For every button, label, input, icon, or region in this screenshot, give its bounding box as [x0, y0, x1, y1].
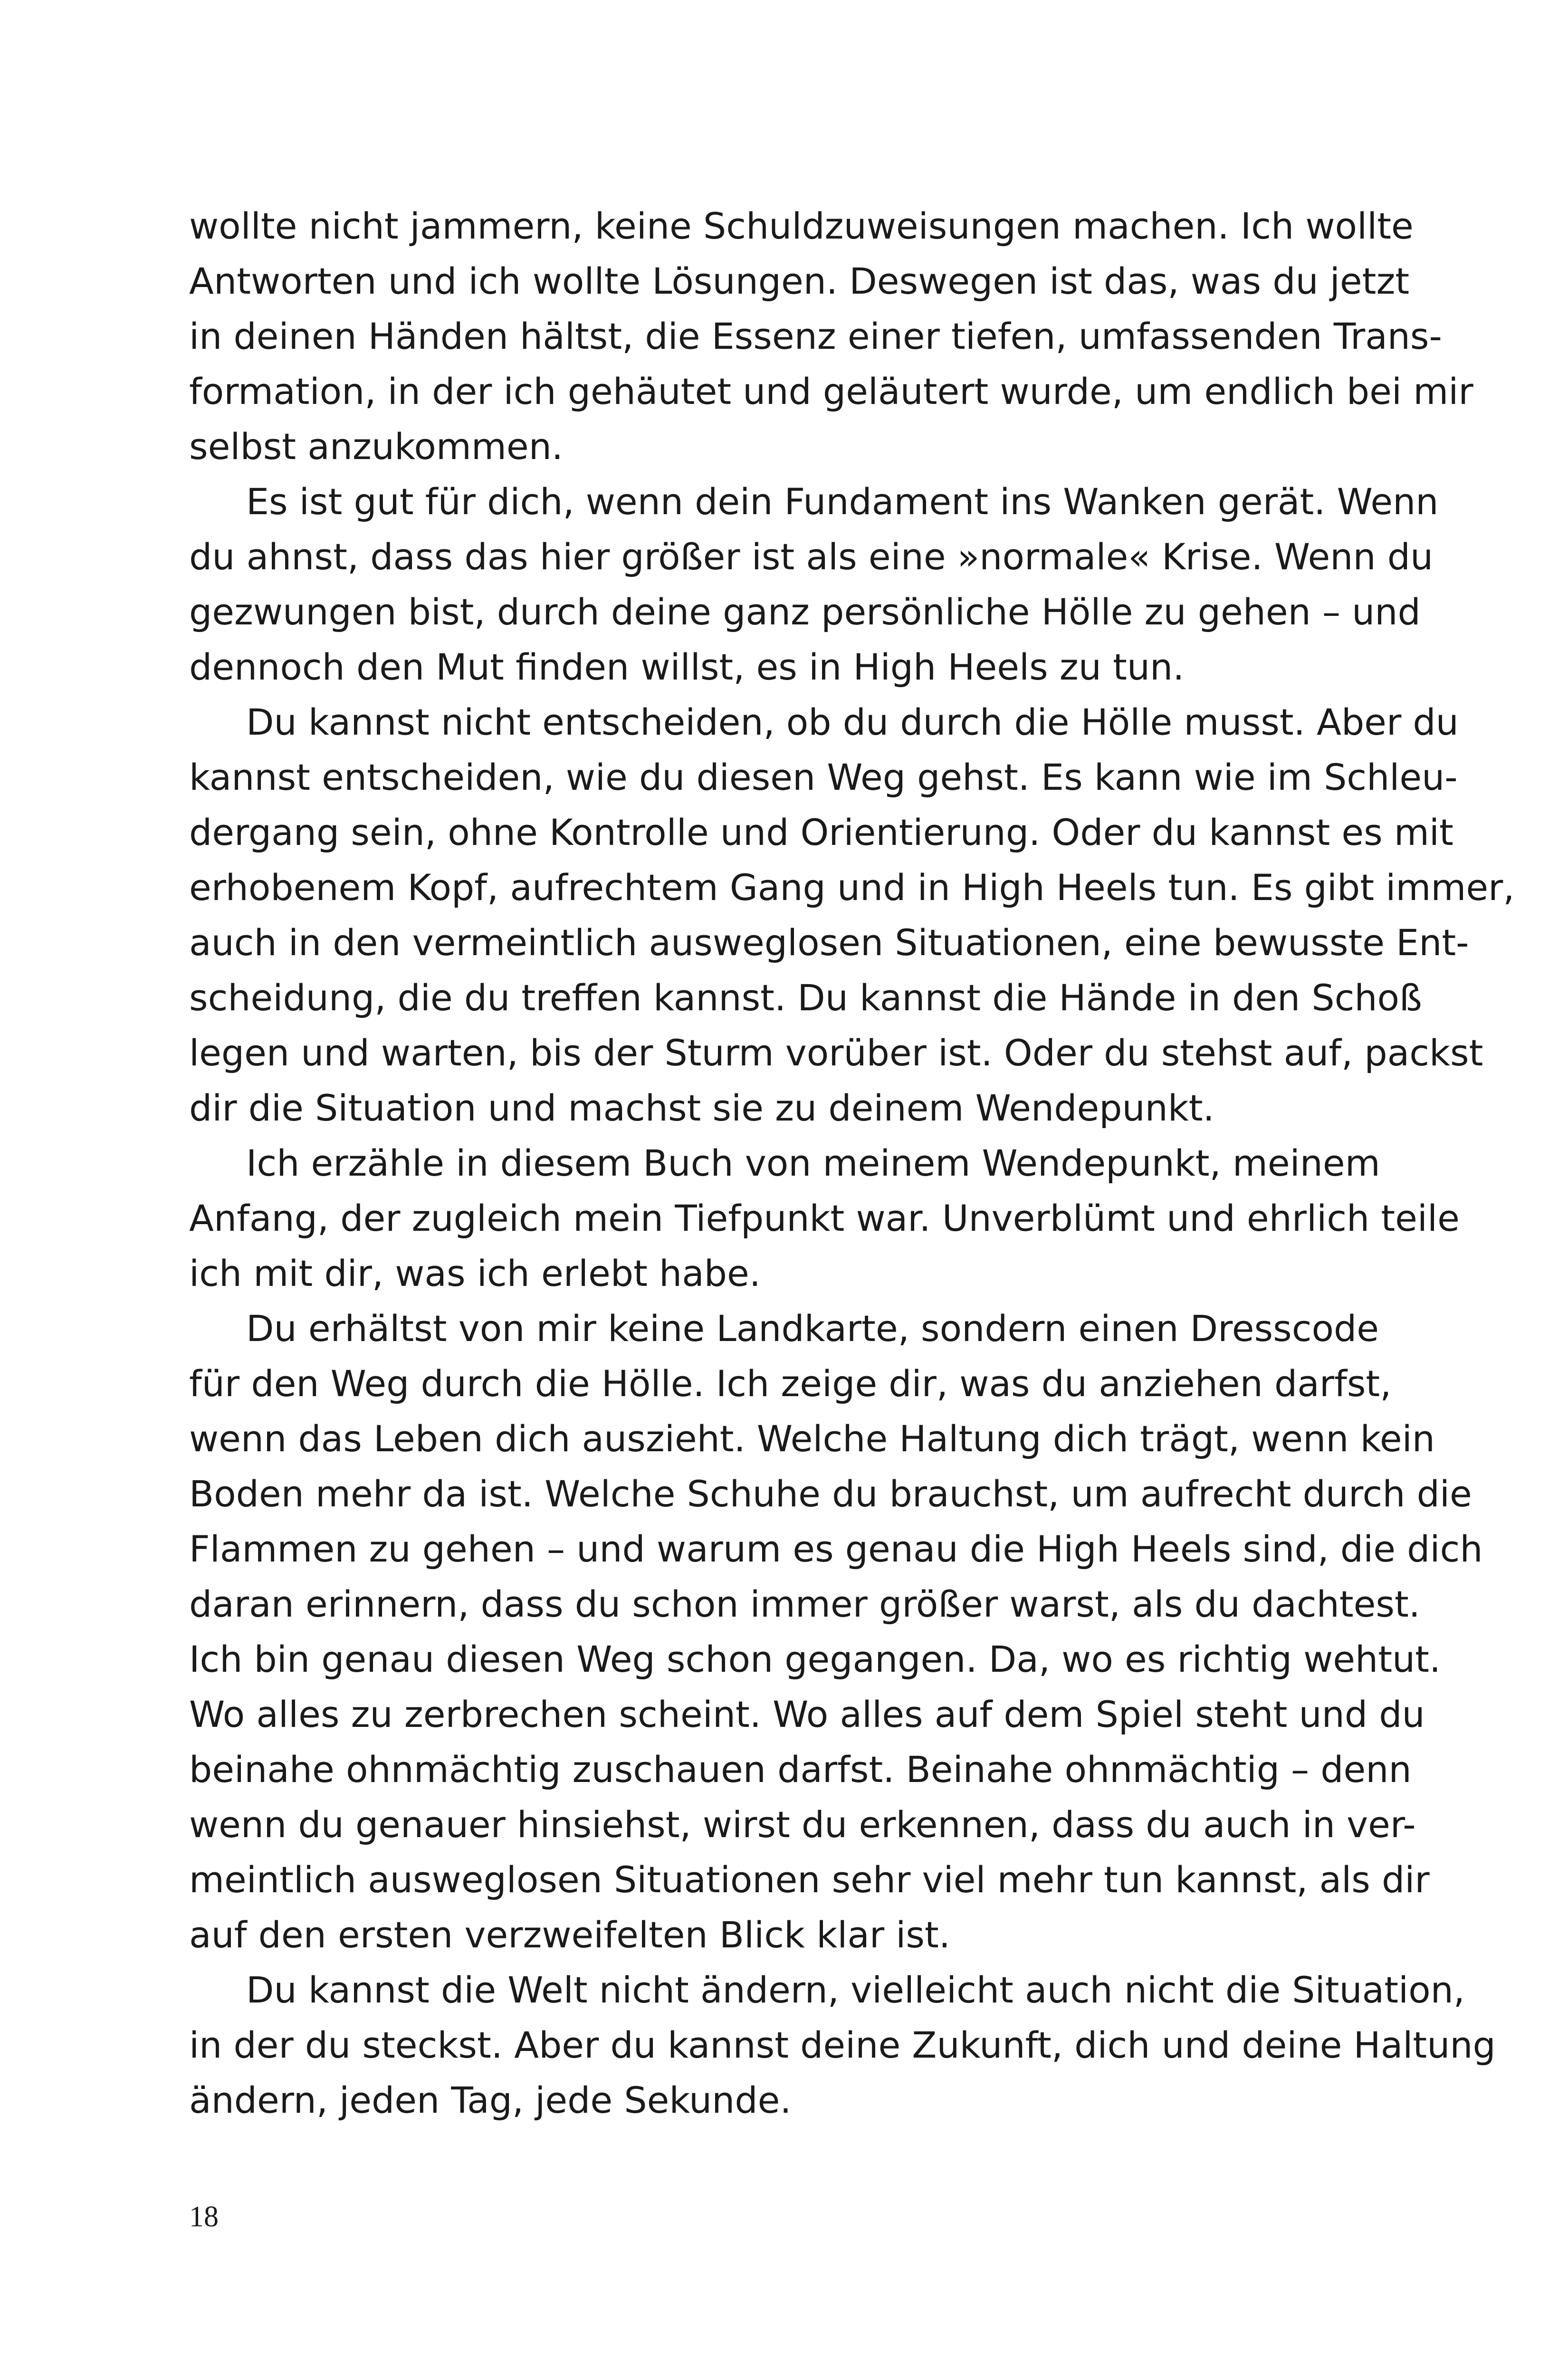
text-line: beinahe ohnmächtig zuschauen darfst. Beinahe ohnmächtig – denn — [189, 1748, 1412, 1791]
text-line: gezwungen bist, durch deine ganz persönliche Hölle zu gehen – und — [189, 591, 1421, 633]
text-line: auf den ersten verzweifelten Blick klar ist. — [189, 1914, 950, 1956]
text-line: ändern, jeden Tag, jede Sekunde. — [189, 2079, 792, 2121]
text-line: Du erhältst von mir keine Landkarte, sondern einen Dresscode — [246, 1307, 1379, 1350]
text-line: wenn das Leben dich auszieht. Welche Haltung dich trägt, wenn kein — [189, 1418, 1435, 1460]
text-line: ich mit dir, was ich erlebt habe. — [189, 1252, 761, 1294]
text-line: Du kannst die Welt nicht ändern, vielleicht auch nicht die Situation, — [246, 1969, 1465, 2011]
text-line: daran erinnern, dass du schon immer größer warst, als du dachtest. — [189, 1583, 1420, 1625]
text-line: erhobenem Kopf, aufrechtem Gang und in High Heels tun. Es gibt immer, — [189, 866, 1515, 909]
text-line: formation, in der ich gehäutet und geläutert wurde, um endlich bei mir — [189, 370, 1473, 412]
text-line: in deinen Händen hältst, die Essenz einer tiefen, umfassenden Trans- — [189, 315, 1442, 357]
body-text — [189, 199, 1515, 2128]
paragraph — [189, 1301, 1483, 1963]
text-line: auch in den vermeintlich ausweglosen Situationen, eine bewusste Ent- — [189, 921, 1469, 964]
text-line: Du kannst nicht entscheiden, ob du durch die Hölle musst. Aber du — [246, 701, 1459, 743]
paragraph — [189, 1136, 1460, 1301]
text-line: Anfang, der zugleich mein Tiefpunkt war. Unverblümt und ehrlich teile — [189, 1197, 1460, 1239]
text-line: legen und warten, bis der Sturm vorüber ist. Oder du stehst auf, packst — [189, 1032, 1483, 1074]
text-line: dennoch den Mut finden willst, es in High Heels zu tun. — [189, 646, 1185, 688]
text-line: dir die Situation und machst sie zu deinem Wendepunkt. — [189, 1087, 1214, 1129]
text-line: du ahnst, dass das hier größer ist als eine »normale« Krise. Wenn du — [189, 536, 1434, 578]
text-line: Ich bin genau diesen Weg schon gegangen. Da, wo es richtig wehtut. — [189, 1638, 1441, 1680]
text-line: wenn du genauer hinsiehst, wirst du erkennen, dass du auch in ver- — [189, 1803, 1416, 1846]
text-line: für den Weg durch die Hölle. Ich zeige dir, was du anziehen darfst, — [189, 1362, 1392, 1405]
text-line: Boden mehr da ist. Welche Schuhe du brauchst, um aufrecht durch die — [189, 1473, 1472, 1515]
text-line: in der du steckst. Aber du kannst deine Zukunft, dich und deine Haltung — [189, 2024, 1496, 2066]
paragraph — [189, 199, 1473, 474]
text-line: dergang sein, ohne Kontrolle und Orientierung. Oder du kannst es mit — [189, 811, 1453, 853]
text-line: meintlich ausweglosen Situationen sehr viel mehr tun kannst, als dir — [189, 1859, 1430, 1901]
page-number: 18 — [189, 2201, 219, 2233]
text-line: wollte nicht jammern, keine Schuldzuweisungen machen. Ich wollte — [189, 205, 1414, 247]
paragraph — [189, 1963, 1496, 2128]
text-line: Antworten und ich wollte Lösungen. Deswegen ist das, was du jetzt — [189, 260, 1410, 302]
text-line: scheidung, die du treffen kannst. Du kannst die Hände in den Schoß — [189, 977, 1422, 1019]
text-line: Es ist gut für dich, wenn dein Fundament ins Wanken gerät. Wenn — [246, 480, 1439, 523]
text-line: Wo alles zu zerbrechen scheint. Wo alles auf dem Spiel steht und du — [189, 1693, 1425, 1735]
paragraph — [189, 695, 1515, 1136]
text-line: kannst entscheiden, wie du diesen Weg gehst. Es kann wie im Schleu- — [189, 756, 1458, 798]
text-line: selbst anzukommen. — [189, 425, 564, 468]
paragraph — [189, 474, 1439, 695]
text-line: Flammen zu gehen – und warum es genau die High Heels sind, die dich — [189, 1528, 1483, 1570]
text-line: Ich erzähle in diesem Buch von meinem Wendepunkt, meinem — [246, 1142, 1380, 1184]
